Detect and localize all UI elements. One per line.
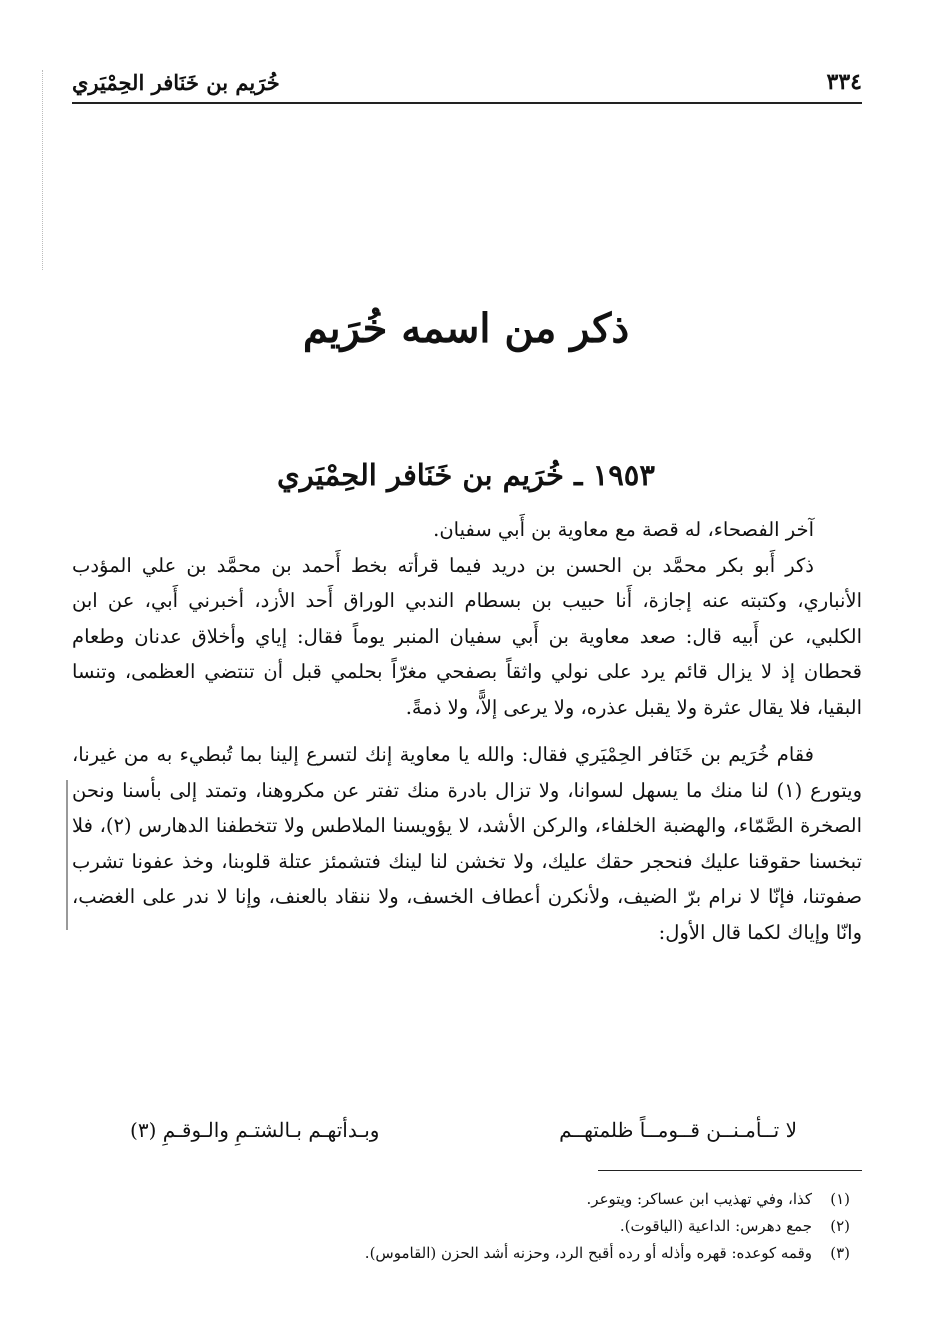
verse-second-hemistich: وبـدأتهـم بـالشتـمِ والـوقـمِ (٣): [130, 1118, 380, 1142]
footnote-text: كذا، وفي تهذيب ابن عساكر: ويتوعر.: [586, 1190, 812, 1208]
verse-first-hemistich: لا تــأمـنــن قــومــاً ظلمتهــم: [559, 1118, 797, 1142]
footnotes: [120, 1186, 850, 1267]
footnote: [120, 1186, 850, 1213]
footnote-text: جمع دهرس: الداعية (الياقوت).: [619, 1217, 812, 1235]
body-text: [72, 512, 862, 950]
page-header: [72, 62, 862, 104]
footnote: [120, 1213, 850, 1240]
footnote: [120, 1240, 850, 1267]
paragraph: آخر الفصحاء، له قصة مع معاوية بن أَبي سفيان.: [433, 518, 814, 541]
entry-title: ١٩٥٣ ـ خُرَيم بن خَنَافر الحِمْيَري: [277, 458, 655, 492]
footnote-number: (١): [830, 1190, 850, 1208]
page-number: ٣٣٤: [826, 69, 862, 95]
paragraph: فقام خُرَيم بن خَنَافر الحِمْيَري فقال: والله يا معاوية إنك لتسرع إلينا بما تُبطيء به من غيرنا، ويتورع (١) لنا منك ما يسهل لسوانا، ولا تزال بادرة منك تفتر عن مكروهنا، وتمتد إلى بأسنا ونحن الصخرة الصَّمّاء، والهضبة الخلفاء، والركن الأشد، لا يؤويسنا الملاطس ولا تتخطفنا الدهارس (٢)، فلا تبخسنا حقوقنا عليك فنحجر حقك عليك، ولا تخشن لنا لينك فتشمئز عتلة قلوبنا، وخذ عفونا تشرب صفوتنا، فإنّا لا نرام برّ الضيف، ولأنكرن أعطاف الخسف، ولا ننقاد بالعنف، وإنا لا ندر على الغضب، وانّا وإياك لكما قال الأول:: [72, 743, 862, 944]
footnote-separator: [598, 1170, 862, 1171]
paragraph: ذكر أَبو بكر محمَّد بن الحسن بن دريد فيما قرأته بخط أَحمد بن محمَّد بن علي المؤدب الأنباري، وكتبته عنه إجازة، أَنا حبيب بن بسطام الندبي الوراق أَحد الأزد، أخبرني أَبي، عن ابن الكلبي، عن أَبيه قال: صعد معاوية بن أَبي سفيان المنبر يوماً فقال: إياي وأخلاق عدنان وطعام قحطان إذ لا يزال قائم يرد على نولي واثقاً بصفحي مغرّاً بحلمي قبل أن تنتضي العظمى، وتنسا البقيا، فلا يقال عثرة ولا يقبل عذره، ولا يرعى إلاًّ، ولا ذمةً.: [72, 553, 862, 719]
scan-edge-mark: [42, 70, 44, 270]
running-title: خُرَيم بن خَنَافر الحِمْيَري: [72, 69, 280, 95]
poetry-verse: [130, 1118, 797, 1142]
section-title: ذكر من اسمه خُرَيم: [302, 305, 630, 352]
footnote-text: وقمه كوعده: قهره وأذله أو رده أقبح الرد، وحزنه أشد الحزن (القاموس).: [364, 1244, 812, 1262]
footnote-number: (٣): [830, 1244, 850, 1262]
footnote-number: (٢): [830, 1217, 850, 1235]
scan-margin-line: [66, 780, 68, 930]
